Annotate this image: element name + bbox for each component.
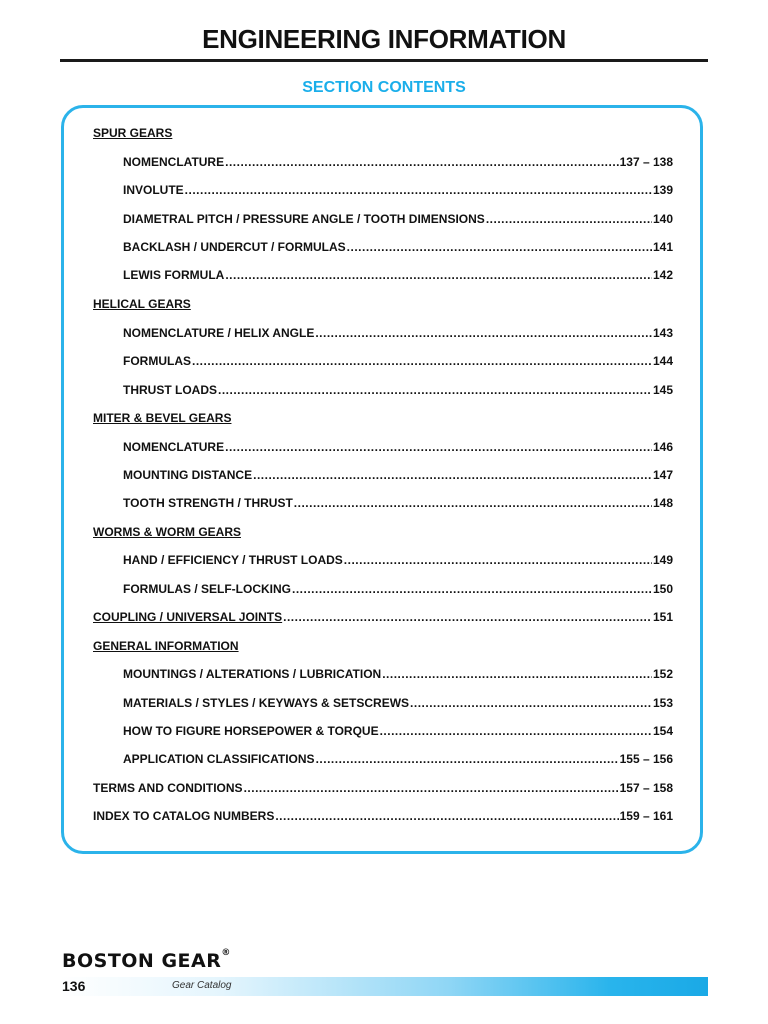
toc-entry[interactable] xyxy=(123,155,673,169)
toc-label: MITER & BEVEL GEARS xyxy=(93,411,232,425)
catalog-label: Gear Catalog xyxy=(172,980,232,991)
toc-entry[interactable] xyxy=(123,268,673,282)
toc-label: APPLICATION CLASSIFICATIONS xyxy=(123,752,315,766)
toc-entry[interactable] xyxy=(123,183,673,197)
toc-label: NOMENCLATURE xyxy=(123,440,225,454)
toc-label: MOUNTINGS / ALTERATIONS / LUBRICATION xyxy=(123,667,382,681)
toc-dot-leader xyxy=(292,582,652,596)
toc-label: INVOLUTE xyxy=(123,183,184,197)
toc-label: INDEX TO CATALOG NUMBERS xyxy=(93,809,275,823)
toc-entry[interactable] xyxy=(123,696,673,710)
toc-dot-leader xyxy=(275,809,618,823)
toc-dot-leader xyxy=(225,155,619,169)
toc-dot-leader xyxy=(382,667,652,681)
toc-label: TERMS AND CONDITIONS xyxy=(93,781,243,795)
toc-label: FORMULAS / SELF-LOCKING xyxy=(123,582,291,596)
boston-gear-logo xyxy=(62,950,231,972)
toc-section-miter-bevel-gears[interactable] xyxy=(93,411,673,425)
toc-page-number: 154 xyxy=(652,724,673,738)
toc-section-spur-gears[interactable] xyxy=(93,126,673,140)
toc-dot-leader xyxy=(344,553,652,567)
toc-entry[interactable] xyxy=(123,582,673,596)
toc-dot-leader xyxy=(225,440,652,454)
toc-page-number: 139 xyxy=(652,183,673,197)
page-number: 136 xyxy=(62,978,86,994)
toc-page-number: 141 xyxy=(652,240,673,254)
toc-page-number: 152 xyxy=(652,667,673,681)
section-heading: SECTION CONTENTS xyxy=(302,79,466,96)
toc-label: LEWIS FORMULA xyxy=(123,268,225,282)
toc-dot-leader xyxy=(294,496,652,510)
toc-page-number: 155 – 156 xyxy=(619,752,673,766)
toc-entry[interactable] xyxy=(123,354,673,368)
toc-dot-leader xyxy=(486,212,652,226)
toc-page-number: 157 – 158 xyxy=(619,781,673,795)
toc-dot-leader xyxy=(380,724,652,738)
toc-dot-leader xyxy=(192,354,652,368)
toc-page-number: 146 xyxy=(652,440,673,454)
toc-entry[interactable] xyxy=(123,724,673,738)
toc-dot-leader xyxy=(225,268,652,282)
toc-page-number: 151 xyxy=(652,610,673,624)
toc-label: FORMULAS xyxy=(123,354,191,368)
toc-section-coupling-universal-joints[interactable] xyxy=(93,610,673,624)
toc-entry[interactable] xyxy=(123,240,673,254)
toc-page-number: 150 xyxy=(652,582,673,596)
toc-dot-leader xyxy=(316,752,619,766)
toc-dot-leader xyxy=(253,468,652,482)
toc-page-number: 137 – 138 xyxy=(619,155,673,169)
toc-section-terms-and-conditions[interactable] xyxy=(93,781,673,795)
toc-section-general-information[interactable] xyxy=(93,639,673,653)
title-divider xyxy=(60,59,708,62)
toc-label: WORMS & WORM GEARS xyxy=(93,525,241,539)
toc-page-number: 142 xyxy=(652,268,673,282)
toc-entry[interactable] xyxy=(123,667,673,681)
toc-label: MATERIALS / STYLES / KEYWAYS & SETSCREWS xyxy=(123,696,410,710)
toc-dot-leader xyxy=(347,240,652,254)
toc-entry[interactable] xyxy=(123,553,673,567)
page-title: ENGINEERING INFORMATION xyxy=(202,24,566,54)
footer-gradient-bar xyxy=(60,977,708,996)
toc-label: HAND / EFFICIENCY / THRUST LOADS xyxy=(123,553,343,567)
toc-dot-leader xyxy=(315,326,652,340)
toc-page-number: 159 – 161 xyxy=(619,809,673,823)
toc-entry[interactable] xyxy=(123,383,673,397)
registered-mark: ® xyxy=(221,948,231,958)
toc-dot-leader xyxy=(218,383,652,397)
toc-page-number: 147 xyxy=(652,468,673,482)
toc-entry[interactable] xyxy=(123,468,673,482)
toc-page-number: 148 xyxy=(652,496,673,510)
toc-section-worms-worm-gears[interactable] xyxy=(93,525,673,539)
toc-page-number: 140 xyxy=(652,212,673,226)
toc-label: NOMENCLATURE / HELIX ANGLE xyxy=(123,326,315,340)
toc-section-helical-gears[interactable] xyxy=(93,297,673,311)
brand-name: BOSTON GEAR xyxy=(62,950,222,972)
toc-entry[interactable] xyxy=(123,326,673,340)
toc-label: DIAMETRAL PITCH / PRESSURE ANGLE / TOOTH DIMENSIONS xyxy=(123,212,485,226)
toc-dot-leader xyxy=(410,696,652,710)
toc-label: BACKLASH / UNDERCUT / FORMULAS xyxy=(123,240,346,254)
toc-dot-leader xyxy=(185,183,652,197)
toc-page-number: 149 xyxy=(652,553,673,567)
toc-label: HELICAL GEARS xyxy=(93,297,191,311)
toc-section-index-to-catalog-numbers[interactable] xyxy=(93,809,673,823)
toc-dot-leader xyxy=(244,781,619,795)
toc-label: NOMENCLATURE xyxy=(123,155,225,169)
toc-page-number: 145 xyxy=(652,383,673,397)
toc-dot-leader xyxy=(283,610,652,624)
toc-label: TOOTH STRENGTH / THRUST xyxy=(123,496,293,510)
toc-label: THRUST LOADS xyxy=(123,383,217,397)
toc-entry[interactable] xyxy=(123,496,673,510)
toc-entry[interactable] xyxy=(123,212,673,226)
toc-label: GENERAL INFORMATION xyxy=(93,639,239,653)
toc-page-number: 153 xyxy=(652,696,673,710)
toc-page-number: 144 xyxy=(652,354,673,368)
toc-entry[interactable] xyxy=(123,752,673,766)
toc-page-number: 143 xyxy=(652,326,673,340)
toc-label: COUPLING / UNIVERSAL JOINTS xyxy=(93,610,283,624)
toc-label: HOW TO FIGURE HORSEPOWER & TORQUE xyxy=(123,724,379,738)
toc-label: MOUNTING DISTANCE xyxy=(123,468,253,482)
toc-entry[interactable] xyxy=(123,440,673,454)
toc-label: SPUR GEARS xyxy=(93,126,173,140)
